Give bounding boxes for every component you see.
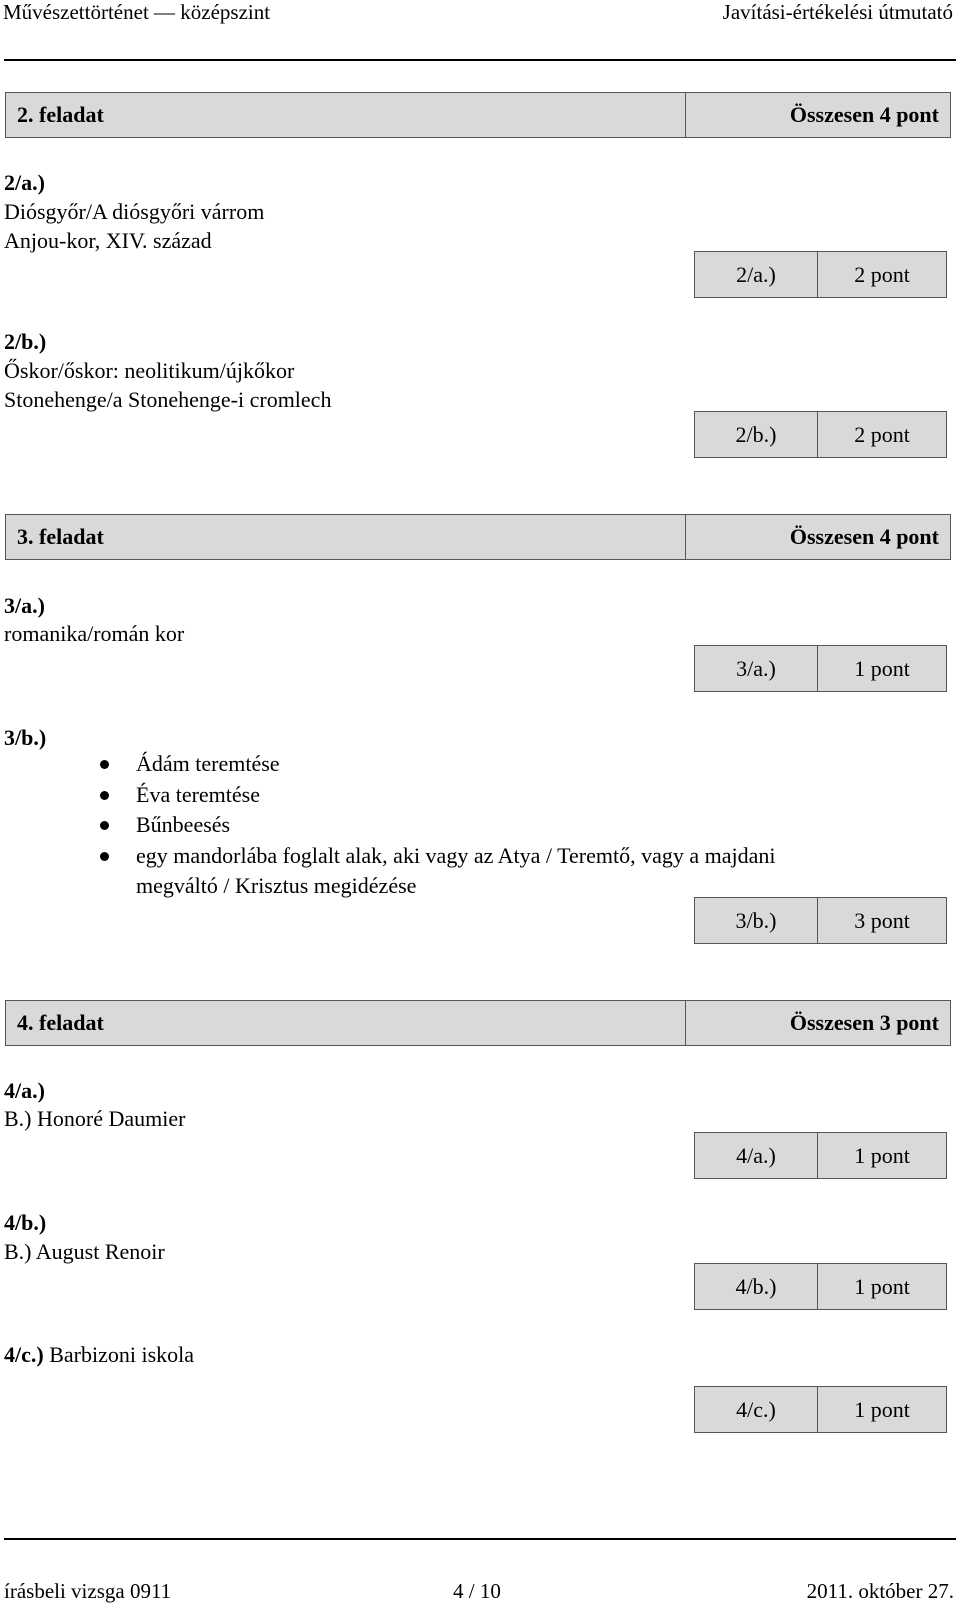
list-item: Ádám teremtése [100, 749, 776, 780]
header-rule [4, 59, 956, 61]
task4b-line-1: B.) August Renoir [4, 1239, 165, 1264]
task4a-label: 4/a.) [4, 1078, 45, 1103]
footer-rule [4, 1538, 956, 1540]
task4c-text: Barbizoni iskola [43, 1342, 195, 1367]
footer-exam-id: írásbeli vizsga 0911 [4, 1579, 172, 1603]
footer-date: 2011. október 27. [806, 1579, 954, 1603]
task2-header-bar [5, 92, 951, 138]
score-points: 3 pont [818, 897, 947, 944]
score-points: 1 pont [818, 645, 947, 692]
task3-header-bar [5, 514, 951, 560]
header-guide-title: Javítási-értékelési útmutató [722, 0, 953, 24]
task2b-score-box [694, 411, 947, 458]
task4b-score-box [694, 1263, 947, 1310]
task2a-score-box [694, 251, 947, 298]
task3b-score-box [694, 897, 947, 944]
task2b-label: 2/b.) [4, 329, 47, 354]
score-id: 3/a.) [694, 645, 818, 692]
score-id: 2/b.) [694, 411, 818, 458]
task2-title: 2. feladat [6, 93, 686, 137]
task2b-line-2: Stonehenge/a Stonehenge-i cromlech [4, 387, 332, 412]
score-points: 1 pont [818, 1386, 947, 1433]
score-points: 2 pont [818, 251, 947, 298]
task3b-bullet-list [100, 749, 776, 871]
score-id: 4/b.) [694, 1263, 818, 1310]
score-points: 1 pont [818, 1132, 947, 1179]
task4-total-points: Összesen 3 pont [789, 1010, 939, 1035]
score-points: 2 pont [818, 411, 947, 458]
task2a-line-1: Diósgyőr/A diósgyőri várrom [4, 199, 265, 224]
task4-header-bar [5, 1000, 951, 1046]
task2a-line-2: Anjou-kor, XIV. század [4, 228, 212, 253]
list-item: egy mandorlába foglalt alak, aki vagy az Atya / Teremtő, vagy a majdani [100, 841, 776, 872]
task3a-score-box [694, 645, 947, 692]
task3b-bullet-continuation: megváltó / Krisztus megidézése [136, 873, 417, 898]
task3-title: 3. feladat [6, 515, 686, 559]
task3a-label: 3/a.) [4, 593, 45, 618]
score-id: 3/b.) [694, 897, 818, 944]
list-item: Bűnbeesés [100, 810, 776, 841]
task3-total-points: Összesen 4 pont [789, 524, 939, 549]
task4c-score-box [694, 1386, 947, 1433]
score-id: 4/c.) [694, 1386, 818, 1433]
task4c-line [4, 1340, 194, 1369]
list-item: Éva teremtése [100, 780, 776, 811]
score-points: 1 pont [818, 1263, 947, 1310]
task2-total-points: Összesen 4 pont [789, 102, 939, 127]
task4b-label: 4/b.) [4, 1210, 47, 1235]
task2a-label: 2/a.) [4, 170, 45, 195]
task4c-label: 4/c.) [4, 1342, 44, 1367]
task4-title: 4. feladat [6, 1001, 686, 1045]
score-id: 4/a.) [694, 1132, 818, 1179]
task4a-score-box [694, 1132, 947, 1179]
header-subject: Művészettörténet — középszint [3, 0, 271, 24]
task4a-line-1: B.) Honoré Daumier [4, 1106, 186, 1131]
footer-page-number: 4 / 10 [453, 1579, 501, 1603]
task3a-line-1: romanika/román kor [4, 621, 185, 646]
task2b-line-1: Őskor/őskor: neolitikum/újkőkor [4, 358, 295, 383]
task3b-label: 3/b.) [4, 725, 47, 750]
score-id: 2/a.) [694, 251, 818, 298]
